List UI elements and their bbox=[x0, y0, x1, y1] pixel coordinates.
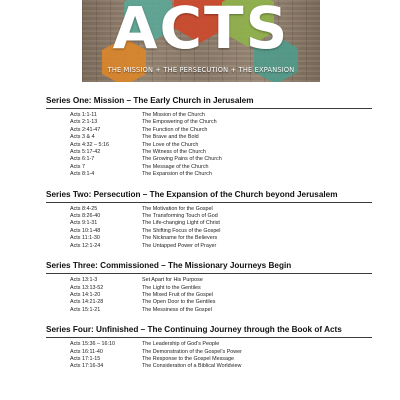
sermon-title: The Consideration of a Biblical Worldview bbox=[142, 363, 242, 370]
scripture-ref: Acts 14:1-20 bbox=[70, 291, 101, 298]
list-item bbox=[46, 164, 372, 171]
list-item bbox=[46, 356, 372, 363]
scripture-ref: Acts 4:32 – 5:16 bbox=[70, 141, 109, 148]
scripture-ref: Acts 10:1-48 bbox=[70, 227, 101, 234]
scripture-ref: Acts 17:1-15 bbox=[70, 355, 101, 362]
scripture-ref: Acts 16:11-40 bbox=[70, 348, 103, 355]
scripture-ref: Acts 14:21-28 bbox=[70, 299, 104, 306]
banner-subtitle: THE MISSION + THE PERSECUTION + THE EXPANSION bbox=[107, 66, 295, 74]
sermon-title: The Leadership of God’s People bbox=[142, 341, 220, 348]
scripture-ref: Acts 17:16-34 bbox=[70, 363, 104, 370]
list-item bbox=[46, 171, 372, 178]
sermon-title: The Open Door to the Gentiles bbox=[142, 299, 216, 306]
scripture-ref: Acts 11:1-30 bbox=[70, 235, 100, 242]
sermon-title: The Untapped Power of Prayer bbox=[142, 242, 217, 249]
sermon-title: The Transforming Touch of God bbox=[142, 213, 218, 220]
sermon-title: The Empowering of the Church bbox=[142, 119, 217, 126]
scripture-ref: Acts 13:1-3 bbox=[70, 277, 98, 284]
scripture-ref: Acts 2:1-13 bbox=[70, 119, 98, 126]
list-item bbox=[46, 119, 372, 126]
series-four bbox=[46, 325, 372, 371]
sermon-title: The Light to the Gentiles bbox=[142, 284, 201, 291]
list-item bbox=[46, 341, 372, 348]
acts-banner bbox=[82, 0, 320, 82]
list-item bbox=[46, 363, 372, 370]
scripture-ref: Acts 9:1-31 bbox=[70, 220, 98, 227]
scripture-ref: Acts 8:4-25 bbox=[70, 205, 98, 212]
scripture-ref: Acts 12:1-24 bbox=[70, 242, 101, 249]
sermon-title: The Demonstration of the Gospel’s Power bbox=[142, 348, 242, 355]
divider bbox=[46, 273, 372, 274]
scripture-ref: Acts 6:1-7 bbox=[70, 156, 95, 163]
list-item bbox=[46, 307, 372, 314]
list-item bbox=[46, 213, 372, 220]
list-item bbox=[46, 235, 372, 242]
scripture-ref: Acts 1:1-11 bbox=[70, 112, 97, 118]
list-item bbox=[46, 285, 372, 292]
divider bbox=[46, 337, 372, 338]
sermon-title: The Messiness of the Gospel bbox=[142, 306, 212, 313]
list-item bbox=[46, 228, 372, 235]
scripture-ref: Acts 8:26-40 bbox=[70, 213, 101, 220]
divider bbox=[46, 202, 372, 203]
sermon-title: The Mission of the Church bbox=[142, 112, 205, 118]
divider bbox=[46, 108, 372, 109]
sermon-title: The Shifting Focus of the Gospel bbox=[142, 227, 221, 234]
sermon-title: The Nickname for the Believers bbox=[142, 235, 218, 242]
sermon-title: The Love of the Church bbox=[142, 141, 199, 148]
scripture-ref: Acts 2:41-47 bbox=[70, 126, 101, 133]
sermon-title: The Function of the Church bbox=[142, 126, 208, 133]
sermon-title: The Brave and the Bold bbox=[142, 134, 199, 141]
series-title: Series Three: Commissioned – The Missionary Journeys Begin bbox=[46, 261, 292, 271]
series-title: Series Two: Persecution – The Expansion of the Church beyond Jerusalem bbox=[46, 189, 338, 199]
scripture-ref: Acts 5:17-42 bbox=[70, 149, 101, 156]
sermon-title: The Message of the Church bbox=[142, 163, 209, 170]
scripture-ref: Acts 15:1-21 bbox=[70, 306, 101, 313]
series-two bbox=[46, 190, 372, 250]
sermon-title: The Life-changing Light of Christ bbox=[142, 220, 220, 227]
list-item bbox=[46, 142, 372, 149]
list-item bbox=[46, 349, 372, 356]
list-item bbox=[46, 112, 372, 119]
series-document bbox=[46, 96, 372, 382]
list-item bbox=[46, 206, 372, 213]
list-item bbox=[46, 299, 372, 306]
series-title: Series One: Mission – The Early Church in Jerusalem bbox=[46, 96, 254, 105]
list-item bbox=[46, 220, 372, 227]
sermon-title: The Witness of the Church bbox=[142, 149, 206, 156]
series-title: Series Four: Unfinished – The Continuing Journey through the Book of Acts bbox=[46, 325, 342, 335]
scripture-ref: Acts 7 bbox=[70, 163, 85, 170]
list-item bbox=[46, 292, 372, 299]
series-one bbox=[46, 96, 372, 179]
list-item bbox=[46, 277, 372, 284]
series-three bbox=[46, 261, 372, 314]
sermon-title: The Expansion of the Church bbox=[142, 171, 212, 178]
list-item bbox=[46, 127, 372, 134]
banner-title: ACTS bbox=[112, 0, 290, 62]
sermon-title: Set Apart for His Purpose bbox=[142, 277, 203, 284]
sermon-title: The Mixed Fruit of the Gospel bbox=[142, 291, 214, 298]
scripture-ref: Acts 8:1-4 bbox=[70, 171, 95, 178]
list-item bbox=[46, 134, 372, 141]
list-item bbox=[46, 243, 372, 250]
sermon-title: The Growing Pains of the Church bbox=[142, 156, 222, 163]
sermon-title: The Response to the Gospel Message bbox=[142, 355, 234, 362]
sermon-title: The Motivation for the Gospel bbox=[142, 205, 213, 212]
scripture-ref: Acts 15:36 – 16:10 bbox=[70, 341, 115, 348]
scripture-ref: Acts 3 & 4 bbox=[70, 134, 95, 141]
list-item bbox=[46, 149, 372, 156]
list-item bbox=[46, 156, 372, 163]
scripture-ref: Acts 13:13-52 bbox=[70, 284, 104, 291]
